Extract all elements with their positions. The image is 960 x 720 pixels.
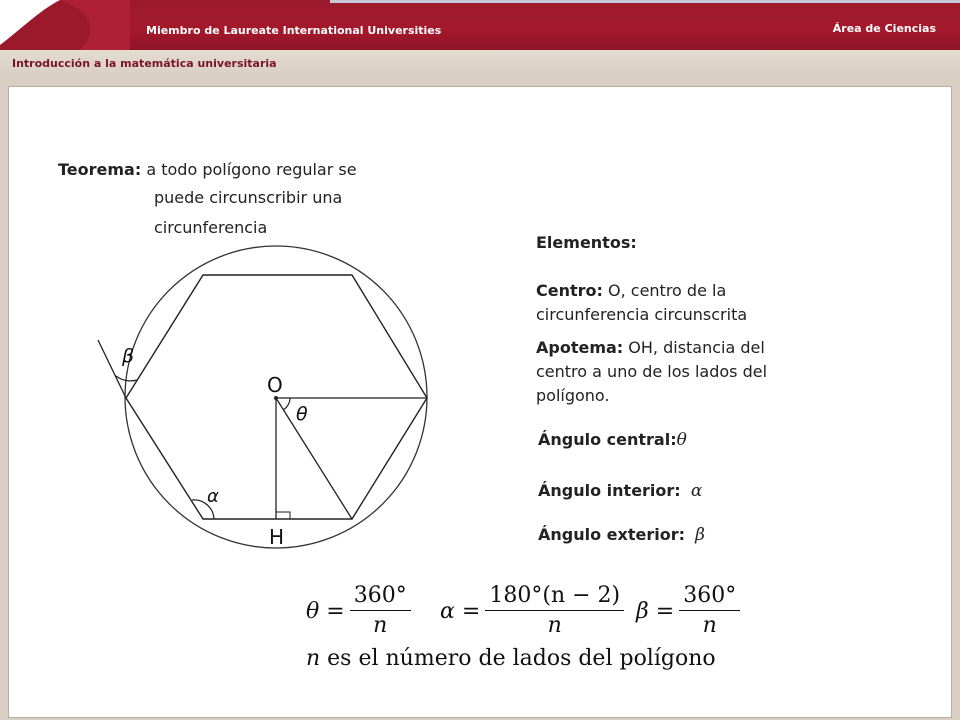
alpha-label: α — [207, 486, 219, 507]
alpha-formula — [440, 582, 624, 641]
beta-label: β — [122, 345, 135, 367]
interior-angle-symbol: α — [690, 481, 703, 501]
interior-angle-label: Ángulo interior: — [538, 481, 681, 500]
apotema-text: OH, distancia del — [623, 338, 765, 357]
theta-numerator: 360° — [350, 582, 411, 611]
caption-text: es el número de lados del polígono — [320, 646, 716, 671]
beta-formula — [636, 582, 740, 641]
area-label: Área de Ciencias — [832, 22, 936, 35]
exterior-angle-label: Ángulo exterior: — [538, 525, 685, 544]
alpha-numerator: 180°(n − 2) — [485, 582, 624, 611]
elements-heading: Elementos: — [536, 233, 637, 252]
centro-text-2: circunferencia circunscrita — [536, 305, 748, 324]
centro-label: Centro: — [536, 281, 603, 300]
center-label: O — [267, 373, 283, 397]
alpha-formula-lhs: α = — [440, 599, 481, 624]
right-angle-marker — [276, 512, 290, 519]
central-angle-label: Ángulo central: — [538, 430, 677, 449]
formula-caption — [306, 646, 716, 671]
theorem-line-1: a todo polígono regular se — [141, 160, 357, 179]
beta-formula-lhs: β = — [636, 599, 675, 624]
membership-text: Miembro de Laureate International Universities — [146, 24, 442, 37]
apotema-label: Apotema: — [536, 338, 624, 357]
course-title: Introducción a la matemática universitaria — [12, 57, 277, 70]
theta-label: θ — [296, 403, 308, 425]
theorem-line-2: puede circunscribir una — [154, 188, 343, 207]
theta-formula — [306, 582, 411, 641]
theta-denominator: n — [373, 613, 388, 638]
central-angle-symbol: θ — [676, 430, 687, 450]
apotema-text-3: polígono. — [536, 386, 610, 405]
theta-fraction — [350, 582, 411, 641]
theta-formula-lhs: θ = — [306, 599, 345, 624]
alpha-denominator: n — [547, 613, 562, 638]
centro-text: O, centro de la — [602, 281, 727, 300]
caption-variable: n — [306, 646, 321, 671]
theta-arc — [283, 398, 290, 410]
beta-numerator: 360° — [679, 582, 740, 611]
theorem-line-3: circunferencia — [154, 218, 268, 237]
beta-fraction — [679, 582, 740, 641]
apotema-text-2: centro a uno de los lados del — [536, 362, 768, 381]
radius-to-vertex — [276, 398, 352, 519]
central-angle-item — [538, 428, 687, 452]
interior-angle-item — [538, 479, 702, 503]
centro-item — [536, 279, 747, 327]
alpha-fraction — [485, 582, 624, 641]
exterior-angle-symbol: β — [695, 525, 705, 545]
beta-denominator: n — [702, 613, 717, 638]
theorem-label: Teorema: — [58, 160, 142, 179]
apotema-item — [536, 336, 767, 408]
exterior-angle-item — [538, 523, 705, 547]
foot-label: H — [269, 525, 285, 549]
